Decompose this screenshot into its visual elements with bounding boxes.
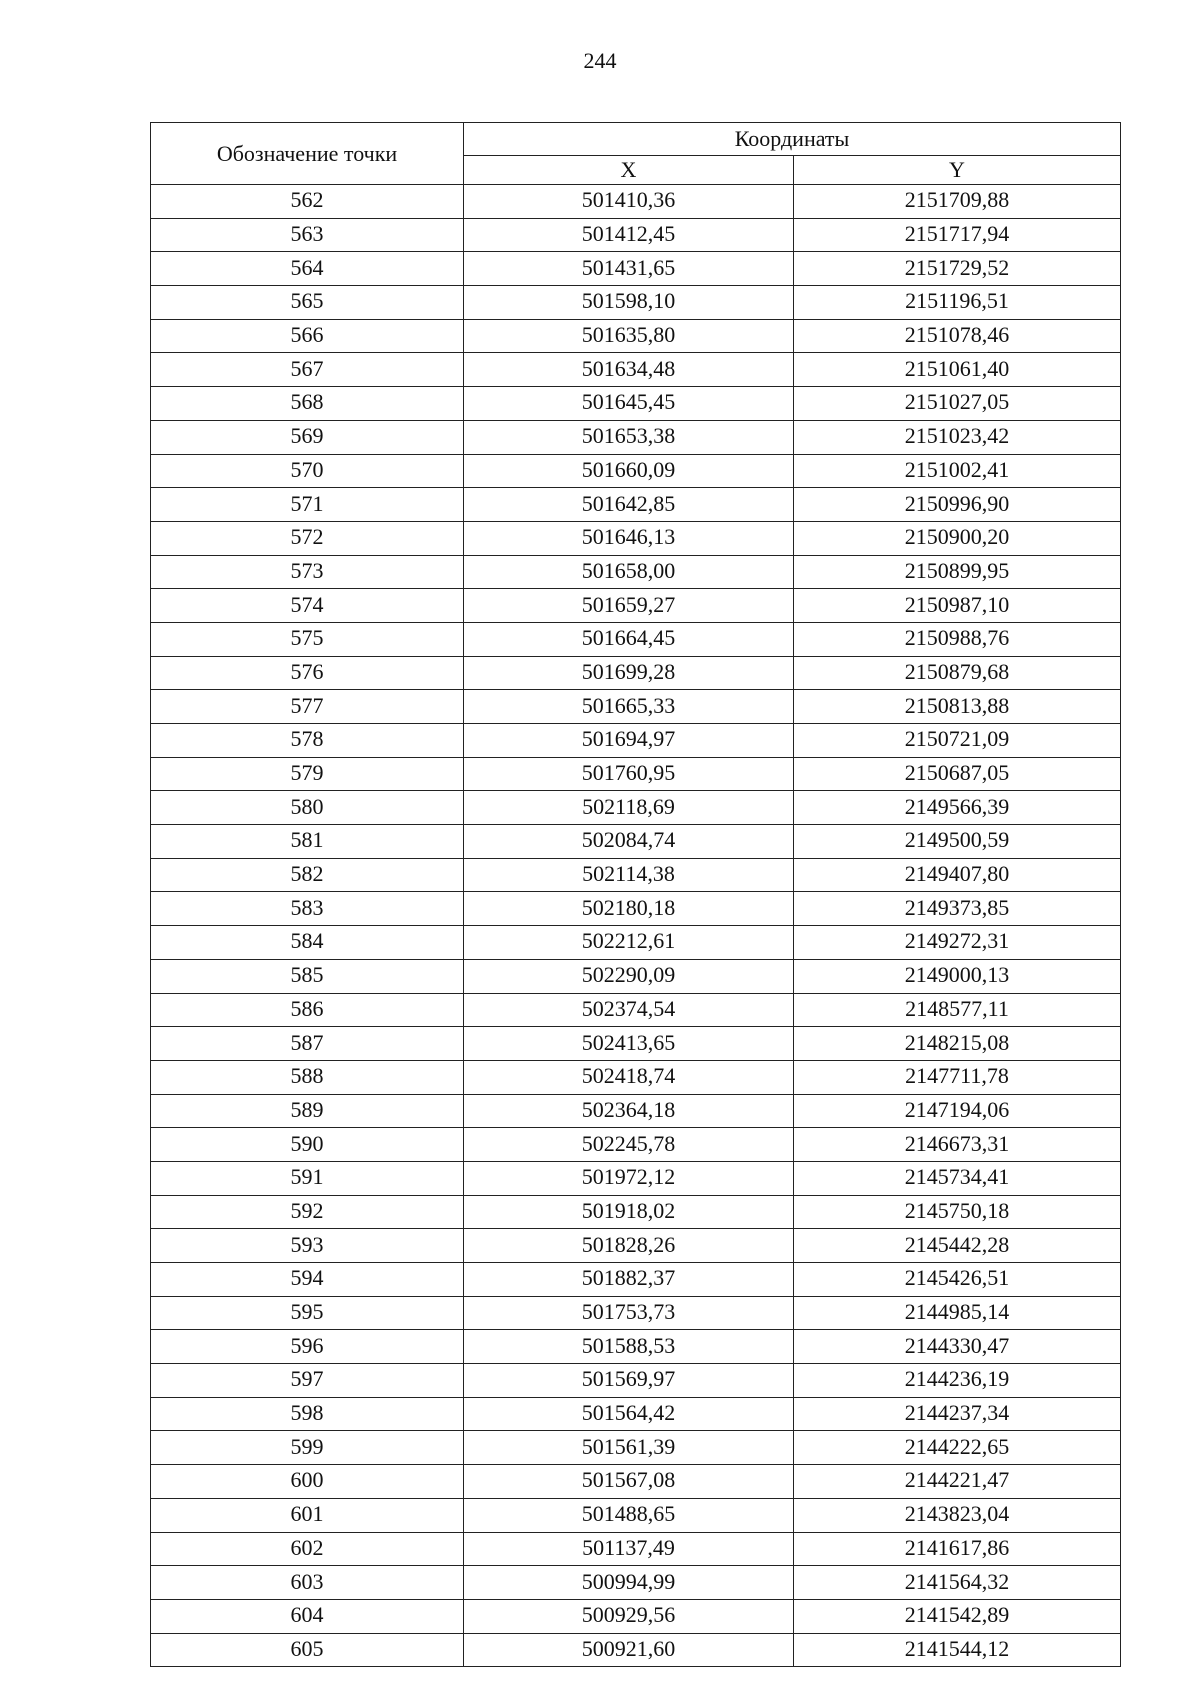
- point-cell: 572: [151, 521, 464, 555]
- point-cell: 598: [151, 1397, 464, 1431]
- table-row: [151, 488, 1121, 522]
- table-row: [151, 1094, 1121, 1128]
- table-header: [151, 123, 1121, 185]
- point-cell: 567: [151, 353, 464, 387]
- y-coordinate-cell: 2145426,51: [794, 1263, 1121, 1297]
- y-coordinate-cell: 2141617,86: [794, 1532, 1121, 1566]
- header-x: X: [464, 156, 794, 185]
- y-coordinate-cell: 2150988,76: [794, 622, 1121, 656]
- y-coordinate-cell: 2145750,18: [794, 1195, 1121, 1229]
- x-coordinate-cell: 501664,45: [464, 622, 794, 656]
- point-cell: 562: [151, 185, 464, 219]
- table-row: [151, 993, 1121, 1027]
- y-coordinate-cell: 2144985,14: [794, 1296, 1121, 1330]
- x-coordinate-cell: 501918,02: [464, 1195, 794, 1229]
- y-coordinate-cell: 2149566,39: [794, 791, 1121, 825]
- table-row: [151, 858, 1121, 892]
- x-coordinate-cell: 501699,28: [464, 656, 794, 690]
- y-coordinate-cell: 2150721,09: [794, 724, 1121, 758]
- x-coordinate-cell: 501598,10: [464, 286, 794, 320]
- x-coordinate-cell: 501410,36: [464, 185, 794, 219]
- table-row: [151, 892, 1121, 926]
- x-coordinate-cell: 501561,39: [464, 1431, 794, 1465]
- table-row: [151, 1128, 1121, 1162]
- y-coordinate-cell: 2144222,65: [794, 1431, 1121, 1465]
- y-coordinate-cell: 2149373,85: [794, 892, 1121, 926]
- x-coordinate-cell: 501659,27: [464, 589, 794, 623]
- x-coordinate-cell: 501564,42: [464, 1397, 794, 1431]
- y-coordinate-cell: 2141564,32: [794, 1566, 1121, 1600]
- header-y: Y: [794, 156, 1121, 185]
- point-cell: 579: [151, 757, 464, 791]
- point-cell: 575: [151, 622, 464, 656]
- x-coordinate-cell: 502418,74: [464, 1060, 794, 1094]
- x-coordinate-cell: 501137,49: [464, 1532, 794, 1566]
- table-row: [151, 1027, 1121, 1061]
- point-cell: 565: [151, 286, 464, 320]
- y-coordinate-cell: 2151717,94: [794, 218, 1121, 252]
- point-cell: 563: [151, 218, 464, 252]
- y-coordinate-cell: 2141542,89: [794, 1599, 1121, 1633]
- page-number: 244: [583, 48, 617, 73]
- point-cell: 591: [151, 1161, 464, 1195]
- table-row: [151, 387, 1121, 421]
- y-coordinate-cell: 2149407,80: [794, 858, 1121, 892]
- table-body: [151, 185, 1121, 1667]
- x-coordinate-cell: 502180,18: [464, 892, 794, 926]
- table-row: [151, 791, 1121, 825]
- point-cell: 582: [151, 858, 464, 892]
- y-coordinate-cell: 2150879,68: [794, 656, 1121, 690]
- y-coordinate-cell: 2149272,31: [794, 926, 1121, 960]
- point-cell: 571: [151, 488, 464, 522]
- point-cell: 599: [151, 1431, 464, 1465]
- y-coordinate-cell: 2151709,88: [794, 185, 1121, 219]
- point-cell: 602: [151, 1532, 464, 1566]
- point-cell: 568: [151, 387, 464, 421]
- x-coordinate-cell: 501694,97: [464, 724, 794, 758]
- header-point-designation: Обозначение точки: [151, 123, 464, 185]
- y-coordinate-cell: 2150996,90: [794, 488, 1121, 522]
- x-coordinate-cell: 502114,38: [464, 858, 794, 892]
- table-row: [151, 757, 1121, 791]
- table-row: [151, 555, 1121, 589]
- point-cell: 589: [151, 1094, 464, 1128]
- point-cell: 588: [151, 1060, 464, 1094]
- point-cell: 576: [151, 656, 464, 690]
- point-cell: 604: [151, 1599, 464, 1633]
- point-cell: 592: [151, 1195, 464, 1229]
- y-coordinate-cell: 2150687,05: [794, 757, 1121, 791]
- point-cell: 580: [151, 791, 464, 825]
- y-coordinate-cell: 2141544,12: [794, 1633, 1121, 1667]
- x-coordinate-cell: 501646,13: [464, 521, 794, 555]
- point-cell: 596: [151, 1330, 464, 1364]
- x-coordinate-cell: 500929,56: [464, 1599, 794, 1633]
- y-coordinate-cell: 2150987,10: [794, 589, 1121, 623]
- point-cell: 605: [151, 1633, 464, 1667]
- x-coordinate-cell: 502413,65: [464, 1027, 794, 1061]
- y-coordinate-cell: 2146673,31: [794, 1128, 1121, 1162]
- x-coordinate-cell: 501634,48: [464, 353, 794, 387]
- table-row: [151, 825, 1121, 859]
- table-row: [151, 724, 1121, 758]
- x-coordinate-cell: 501567,08: [464, 1465, 794, 1499]
- x-coordinate-cell: 501828,26: [464, 1229, 794, 1263]
- point-cell: 600: [151, 1465, 464, 1499]
- table-row: [151, 1161, 1121, 1195]
- table-row: [151, 622, 1121, 656]
- x-coordinate-cell: 501653,38: [464, 420, 794, 454]
- point-cell: 570: [151, 454, 464, 488]
- table-row: [151, 1397, 1121, 1431]
- x-coordinate-cell: 501972,12: [464, 1161, 794, 1195]
- y-coordinate-cell: 2149000,13: [794, 959, 1121, 993]
- point-cell: 597: [151, 1364, 464, 1398]
- point-cell: 603: [151, 1566, 464, 1600]
- y-coordinate-cell: 2144330,47: [794, 1330, 1121, 1364]
- table-row: [151, 420, 1121, 454]
- point-cell: 574: [151, 589, 464, 623]
- x-coordinate-cell: 501635,80: [464, 319, 794, 353]
- point-cell: 595: [151, 1296, 464, 1330]
- point-cell: 564: [151, 252, 464, 286]
- x-coordinate-cell: 502084,74: [464, 825, 794, 859]
- y-coordinate-cell: 2150899,95: [794, 555, 1121, 589]
- table-row: [151, 589, 1121, 623]
- y-coordinate-cell: 2148215,08: [794, 1027, 1121, 1061]
- y-coordinate-cell: 2151002,41: [794, 454, 1121, 488]
- y-coordinate-cell: 2150813,88: [794, 690, 1121, 724]
- x-coordinate-cell: 500994,99: [464, 1566, 794, 1600]
- table-row: [151, 454, 1121, 488]
- table-row: [151, 353, 1121, 387]
- table-row: [151, 1296, 1121, 1330]
- point-cell: 585: [151, 959, 464, 993]
- point-cell: 587: [151, 1027, 464, 1061]
- table-row: [151, 185, 1121, 219]
- y-coordinate-cell: 2147711,78: [794, 1060, 1121, 1094]
- x-coordinate-cell: 502118,69: [464, 791, 794, 825]
- x-coordinate-cell: 501665,33: [464, 690, 794, 724]
- y-coordinate-cell: 2151061,40: [794, 353, 1121, 387]
- table-row: [151, 1532, 1121, 1566]
- y-coordinate-cell: 2151078,46: [794, 319, 1121, 353]
- point-cell: 578: [151, 724, 464, 758]
- x-coordinate-cell: 501588,53: [464, 1330, 794, 1364]
- table-row: [151, 1633, 1121, 1667]
- y-coordinate-cell: 2151196,51: [794, 286, 1121, 320]
- table-row: [151, 252, 1121, 286]
- y-coordinate-cell: 2144237,34: [794, 1397, 1121, 1431]
- y-coordinate-cell: 2151027,05: [794, 387, 1121, 421]
- point-cell: 583: [151, 892, 464, 926]
- table-row: [151, 1229, 1121, 1263]
- table-row: [151, 926, 1121, 960]
- table-row: [151, 1566, 1121, 1600]
- y-coordinate-cell: 2145734,41: [794, 1161, 1121, 1195]
- table-row: [151, 286, 1121, 320]
- y-coordinate-cell: 2150900,20: [794, 521, 1121, 555]
- x-coordinate-cell: 501882,37: [464, 1263, 794, 1297]
- x-coordinate-cell: 502212,61: [464, 926, 794, 960]
- x-coordinate-cell: 502374,54: [464, 993, 794, 1027]
- point-cell: 577: [151, 690, 464, 724]
- coordinates-table: [150, 122, 1121, 1667]
- x-coordinate-cell: 501760,95: [464, 757, 794, 791]
- point-cell: 594: [151, 1263, 464, 1297]
- x-coordinate-cell: 501412,45: [464, 218, 794, 252]
- x-coordinate-cell: 501488,65: [464, 1498, 794, 1532]
- table-row: [151, 1195, 1121, 1229]
- y-coordinate-cell: 2143823,04: [794, 1498, 1121, 1532]
- table-row: [151, 1431, 1121, 1465]
- x-coordinate-cell: 502364,18: [464, 1094, 794, 1128]
- x-coordinate-cell: 502290,09: [464, 959, 794, 993]
- table-row: [151, 959, 1121, 993]
- x-coordinate-cell: 501753,73: [464, 1296, 794, 1330]
- y-coordinate-cell: 2144236,19: [794, 1364, 1121, 1398]
- table-row: [151, 1263, 1121, 1297]
- table-row: [151, 1599, 1121, 1633]
- table-row: [151, 1364, 1121, 1398]
- table-row: [151, 1060, 1121, 1094]
- point-cell: 573: [151, 555, 464, 589]
- point-cell: 601: [151, 1498, 464, 1532]
- point-cell: 566: [151, 319, 464, 353]
- x-coordinate-cell: 501569,97: [464, 1364, 794, 1398]
- x-coordinate-cell: 501658,00: [464, 555, 794, 589]
- point-cell: 590: [151, 1128, 464, 1162]
- x-coordinate-cell: 502245,78: [464, 1128, 794, 1162]
- table-row: [151, 521, 1121, 555]
- table-row: [151, 1498, 1121, 1532]
- table-row: [151, 319, 1121, 353]
- y-coordinate-cell: 2151023,42: [794, 420, 1121, 454]
- y-coordinate-cell: 2144221,47: [794, 1465, 1121, 1499]
- x-coordinate-cell: 500921,60: [464, 1633, 794, 1667]
- point-cell: 569: [151, 420, 464, 454]
- x-coordinate-cell: 501660,09: [464, 454, 794, 488]
- point-cell: 581: [151, 825, 464, 859]
- y-coordinate-cell: 2151729,52: [794, 252, 1121, 286]
- x-coordinate-cell: 501645,45: [464, 387, 794, 421]
- point-cell: 593: [151, 1229, 464, 1263]
- table-row: [151, 218, 1121, 252]
- y-coordinate-cell: 2147194,06: [794, 1094, 1121, 1128]
- y-coordinate-cell: 2149500,59: [794, 825, 1121, 859]
- y-coordinate-cell: 2145442,28: [794, 1229, 1121, 1263]
- header-coordinates: Координаты: [464, 123, 1121, 156]
- point-cell: 584: [151, 926, 464, 960]
- table-row: [151, 690, 1121, 724]
- point-cell: 586: [151, 993, 464, 1027]
- table-row: [151, 1330, 1121, 1364]
- x-coordinate-cell: 501642,85: [464, 488, 794, 522]
- table-row: [151, 1465, 1121, 1499]
- x-coordinate-cell: 501431,65: [464, 252, 794, 286]
- table-row: [151, 656, 1121, 690]
- y-coordinate-cell: 2148577,11: [794, 993, 1121, 1027]
